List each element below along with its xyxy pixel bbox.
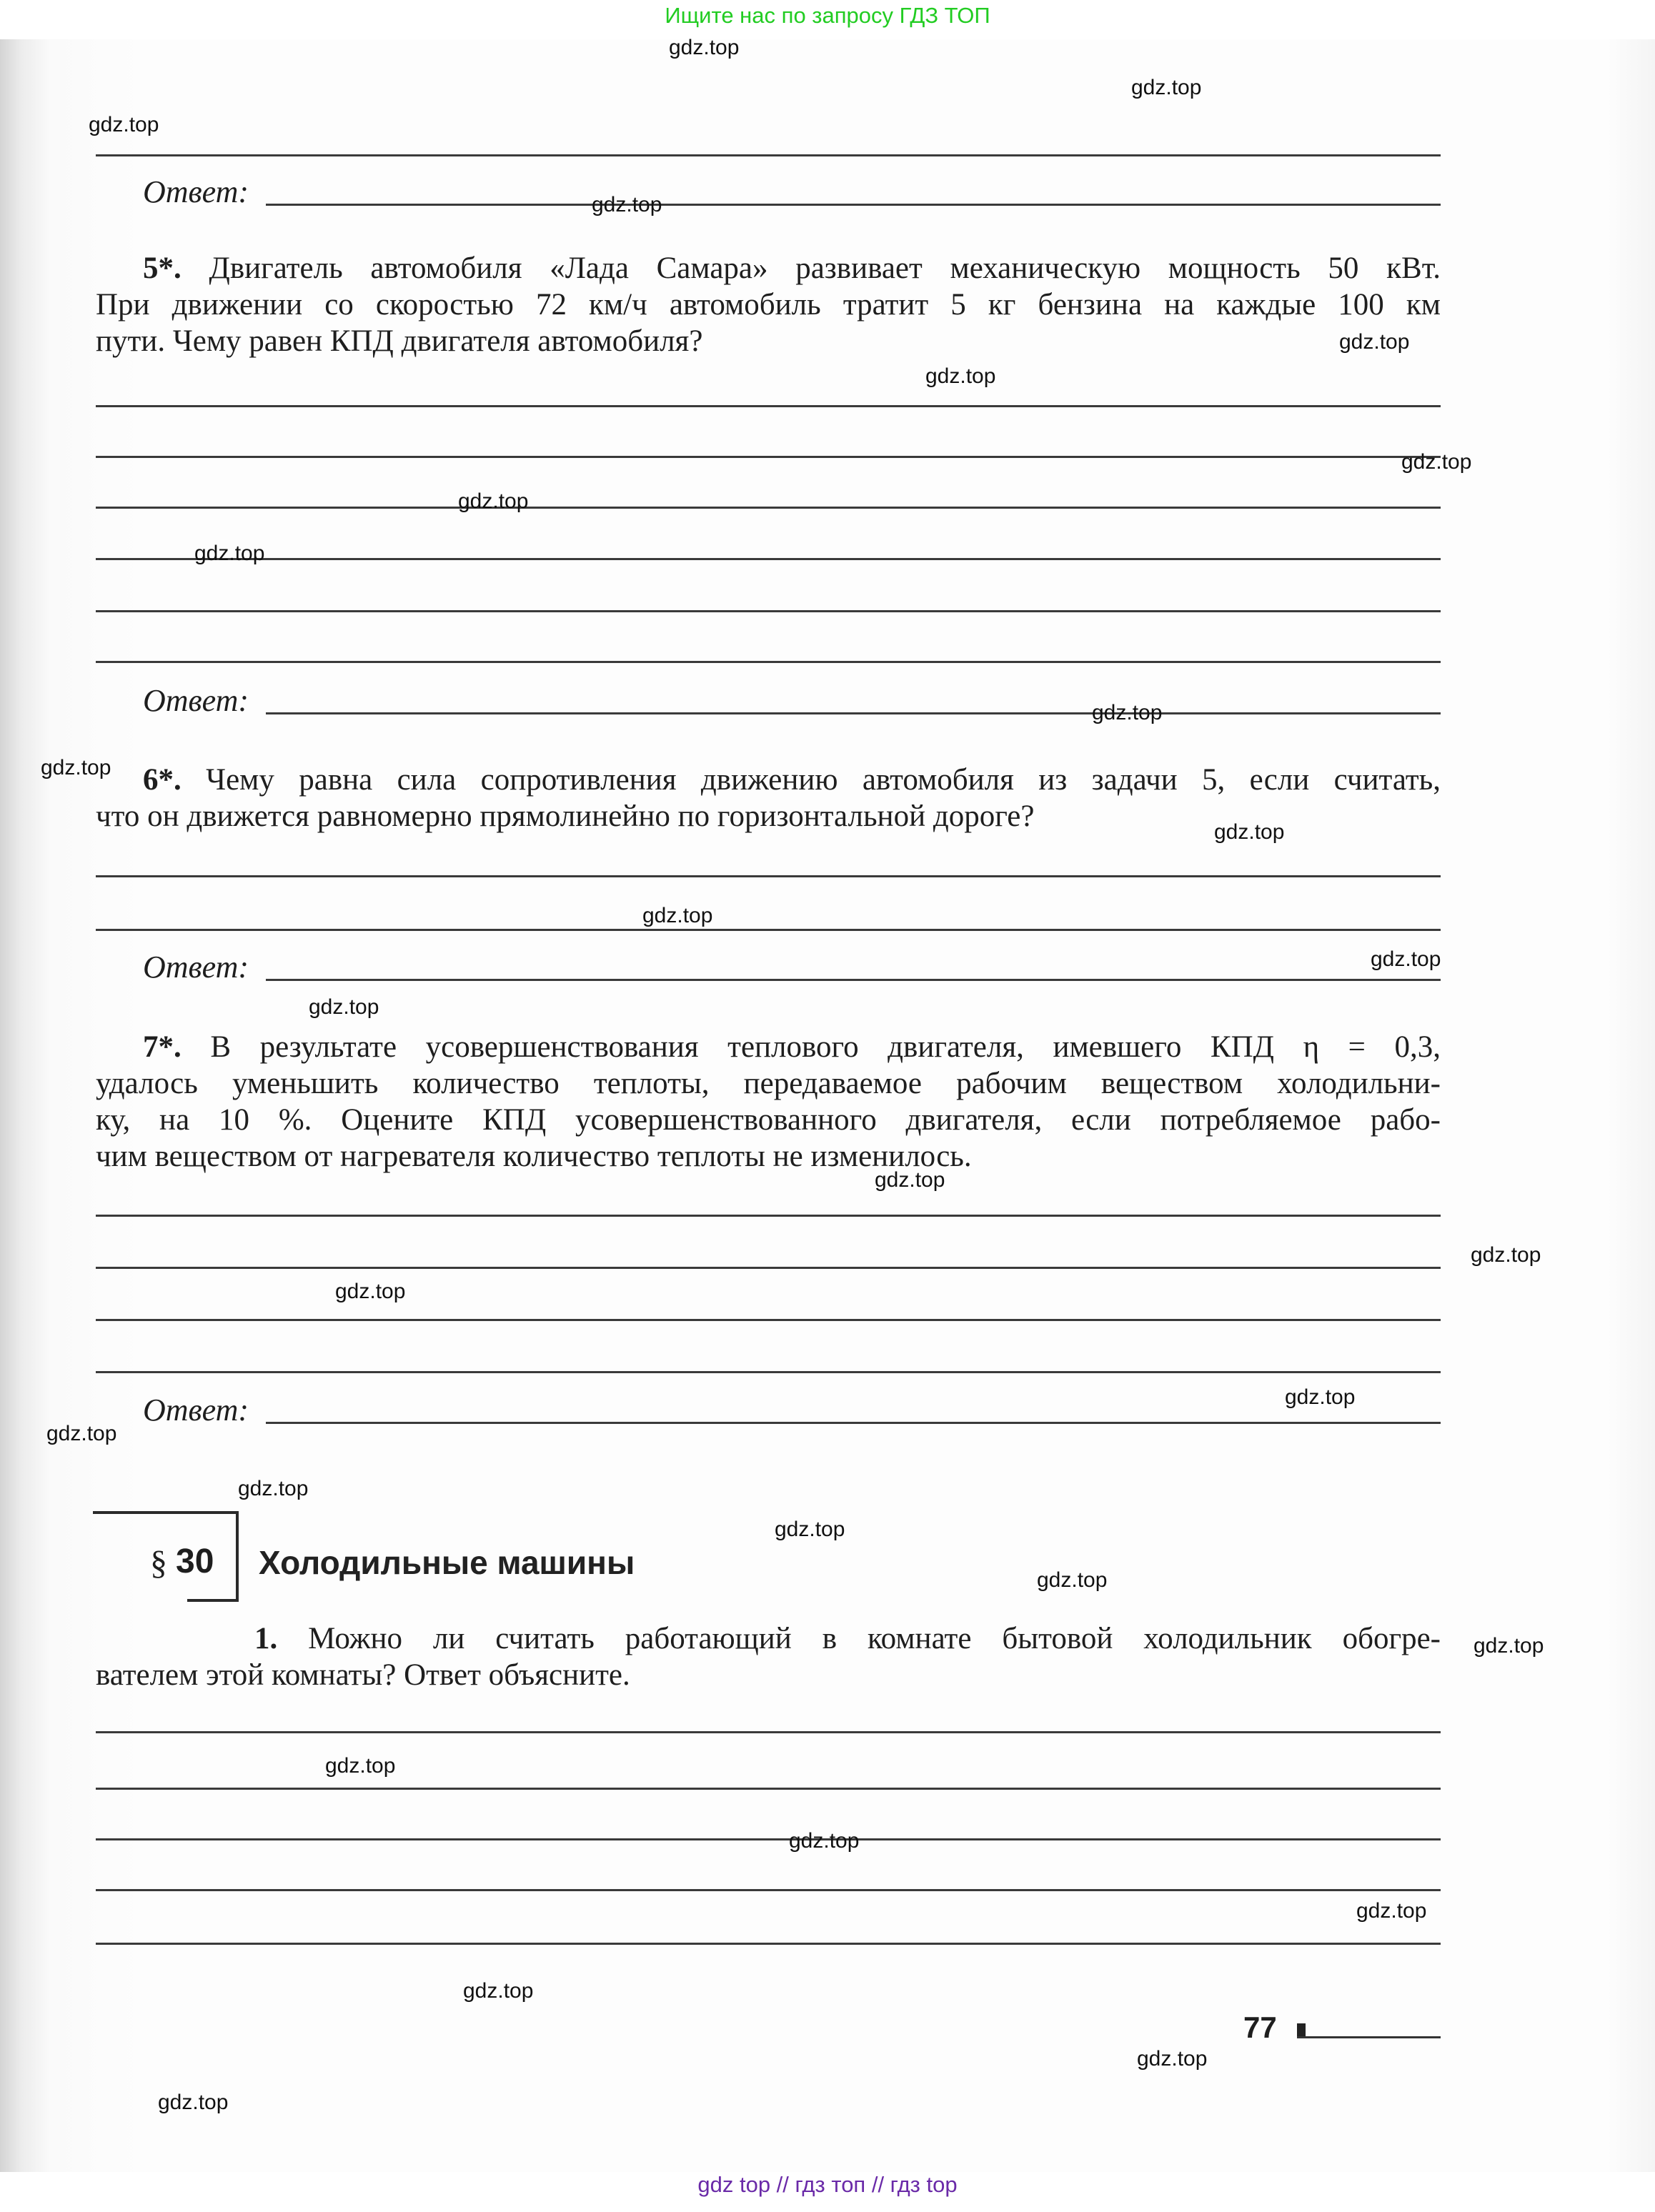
watermark: gdz.top: [592, 193, 662, 216]
task-number: 7*.: [143, 1030, 182, 1064]
writing-line[interactable]: [96, 610, 1441, 612]
answer-label: Ответ:: [143, 1393, 249, 1428]
answer-field-task7[interactable]: [143, 1392, 1441, 1428]
watermark: gdz.top: [463, 1979, 534, 2003]
writing-line[interactable]: [96, 1838, 1441, 1840]
watermark: gdz.top: [1214, 820, 1285, 844]
section-frame-divider: [236, 1511, 239, 1602]
answer-field-task5[interactable]: [143, 682, 1441, 719]
writing-line[interactable]: [96, 875, 1441, 877]
task-1-text: 1. Можно ли считать работающий в комнате бытовой холодильник обогре- вателем этой комнаты? Ответ объясните.: [96, 1622, 1441, 1692]
writing-line[interactable]: [96, 661, 1441, 663]
writing-line[interactable]: [96, 558, 1441, 560]
section-title: Холодильные машины: [259, 1544, 635, 1581]
watermark: gdz.top: [325, 1754, 396, 1778]
section-number: 30: [176, 1543, 214, 1580]
watermark: gdz.top: [1285, 1385, 1356, 1409]
watermark: gdz.top: [1137, 2047, 1208, 2071]
watermark: gdz.top: [1356, 1899, 1427, 1923]
watermark: gdz.top: [1371, 947, 1441, 971]
watermark: gdz.top: [1339, 330, 1410, 354]
answer-line: [266, 204, 1441, 206]
watermark: gdz.top: [46, 1422, 117, 1445]
watermark: gdz.top: [458, 489, 529, 513]
watermark: gdz.top: [41, 756, 111, 779]
watermark: gdz.top: [309, 995, 379, 1019]
footer-banner: gdz top // гдз топ // гдз top: [697, 2172, 958, 2197]
watermark: gdz.top: [1473, 1634, 1544, 1658]
writing-line[interactable]: [96, 1731, 1441, 1733]
watermark: gdz.top: [194, 542, 265, 565]
writing-line[interactable]: [96, 1319, 1441, 1321]
answer-line: [266, 1422, 1441, 1424]
watermark: gdz.top: [875, 1168, 945, 1192]
answer-label: Ответ:: [143, 683, 249, 718]
watermark: gdz.top: [1092, 701, 1163, 724]
task-number: 6*.: [143, 763, 182, 797]
task-number: 1.: [254, 1622, 278, 1655]
writing-line[interactable]: [96, 456, 1441, 458]
writing-line[interactable]: [96, 1267, 1441, 1269]
writing-line[interactable]: [96, 929, 1441, 931]
watermark: gdz.top: [89, 113, 159, 136]
answer-label: Ответ:: [143, 174, 249, 209]
answer-label: Ответ:: [143, 950, 249, 985]
writing-line[interactable]: [96, 1371, 1441, 1373]
writing-line[interactable]: [96, 1215, 1441, 1217]
page-footer-line: [1297, 2036, 1441, 2038]
watermark: gdz.top: [925, 364, 996, 388]
section-frame-bottom: [187, 1599, 239, 1602]
writing-line[interactable]: [96, 1889, 1441, 1891]
watermark: gdz.top: [238, 1477, 309, 1500]
watermark: gdz.top: [789, 1829, 860, 1853]
writing-line[interactable]: [96, 405, 1441, 407]
task-number: 5*.: [143, 251, 182, 285]
watermark: gdz.top: [158, 2091, 229, 2114]
answer-line: [266, 979, 1441, 981]
section-frame-top: [93, 1511, 237, 1514]
answer-field-task6[interactable]: [143, 949, 1441, 985]
task-7-text: 7*. В результате усовершенствования теплового двигателя, имевшего КПД η = 0,3, удалось уменьшить количество теплоты, передаваемое рабочим веществом холодильни- ку, на 10 %. Оцените КПД усовершенствованного двигателя, если потребляемое рабо- чим веществом от нагревателя количество теплоты не изменилось.: [96, 1030, 1441, 1173]
answer-line: [96, 154, 1441, 156]
section-symbol: §: [150, 1544, 167, 1582]
page-marker: [1297, 2023, 1306, 2038]
answer-field-task4[interactable]: [143, 174, 1441, 210]
watermark: gdz.top: [669, 36, 740, 59]
writing-line[interactable]: [96, 1943, 1441, 1945]
watermark: gdz.top: [1471, 1243, 1541, 1267]
watermark: gdz.top: [775, 1518, 845, 1541]
task-6-text: 6*. Чему равна сила сопротивления движению автомобиля из задачи 5, если считать, что он движется равномерно прямолинейно по горизонтальной дороге?: [96, 763, 1441, 833]
watermark: gdz.top: [642, 904, 713, 927]
search-banner: Ищите нас по запросу ГДЗ ТОП: [665, 3, 990, 28]
task-5-text: 5*. Двигатель автомобиля «Лада Самара» развивает механическую мощность 50 кВт. При движении со скоростью 72 км/ч автомобиль тратит 5 кг бензина на каждые 100 км пути. Чему равен КПД двигателя автомобиля?: [96, 251, 1441, 358]
page-number: 77: [1243, 2011, 1277, 2044]
watermark: gdz.top: [1131, 76, 1202, 99]
watermark: gdz.top: [1037, 1568, 1108, 1592]
writing-line[interactable]: [96, 507, 1441, 509]
writing-line[interactable]: [96, 1788, 1441, 1790]
answer-line: [266, 712, 1441, 714]
watermark: gdz.top: [1401, 450, 1472, 474]
watermark: gdz.top: [335, 1280, 406, 1303]
